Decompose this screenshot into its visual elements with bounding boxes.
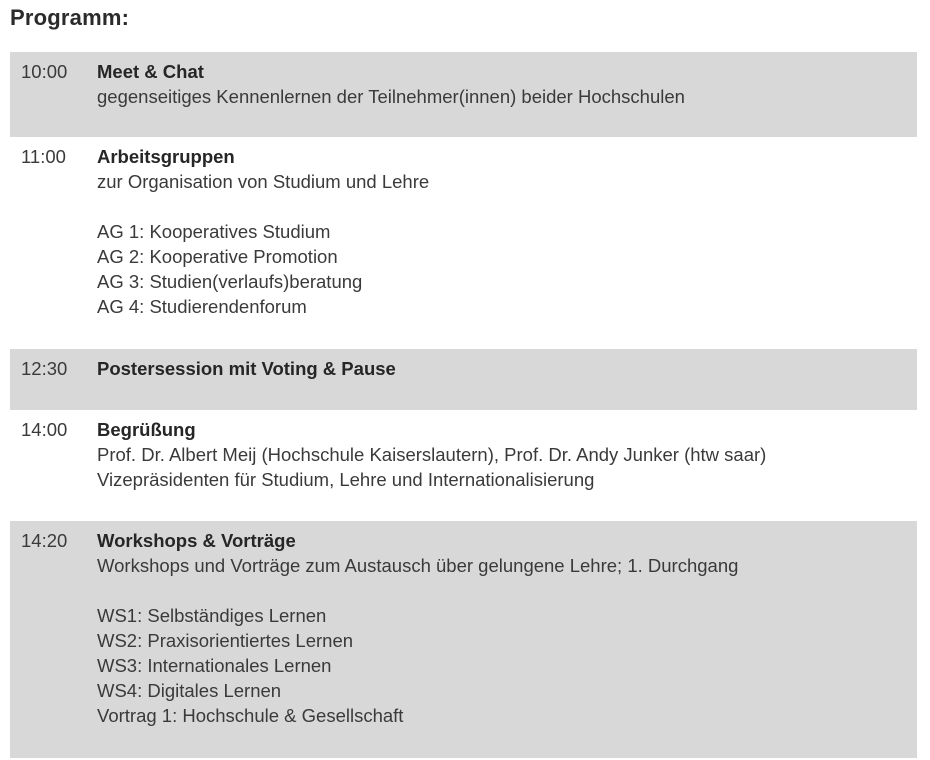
item-content [97, 417, 909, 492]
item-list-entry: WS4: Digitales Lernen [97, 680, 282, 701]
item-list-entry: AG 2: Kooperative Promotion [97, 246, 338, 267]
item-time: 14:00 [21, 419, 68, 440]
item-time: 11:00 [21, 146, 66, 167]
item-list-entry: AG 4: Studierendenforum [97, 296, 307, 317]
item-heading: Begrüßung [97, 419, 196, 440]
page-title: Programm: [10, 5, 130, 30]
item-content [97, 356, 909, 381]
item-list-entry: WS3: Internationales Lernen [97, 655, 332, 676]
item-spacer [97, 578, 909, 603]
schedule-item [10, 349, 917, 410]
item-description: Workshops und Vorträge zum Austausch über gelungene Lehre; 1. Durchgang [97, 555, 739, 576]
schedule-list [10, 52, 917, 758]
item-list-entry: AG 3: Studien(verlaufs)beratung [97, 271, 363, 292]
item-description: Prof. Dr. Albert Meij (Hochschule Kaiserslautern), Prof. Dr. Andy Junker (htw saar) [97, 444, 767, 465]
item-heading: Meet & Chat [97, 61, 204, 82]
schedule-item [10, 137, 917, 349]
item-description: zur Organisation von Studium und Lehre [97, 171, 430, 192]
item-heading: Postersession mit Voting & Pause [97, 358, 396, 379]
item-list-entry: WS1: Selbständiges Lernen [97, 605, 327, 626]
item-heading: Arbeitsgruppen [97, 146, 235, 167]
schedule-item [10, 52, 917, 137]
item-content [97, 59, 909, 109]
item-list-entry: Vortrag 1: Hochschule & Gesellschaft [97, 705, 404, 726]
item-list-entry: AG 1: Kooperatives Studium [97, 221, 331, 242]
item-time: 10:00 [21, 61, 68, 82]
item-content [97, 528, 909, 728]
schedule-item [10, 521, 917, 758]
schedule-item [10, 410, 917, 521]
item-time: 14:20 [21, 530, 68, 551]
item-description: gegenseitiges Kennenlernen der Teilnehmer(innen) beider Hochschulen [97, 86, 685, 107]
item-list-entry: WS2: Praxisorientiertes Lernen [97, 630, 354, 651]
item-content [97, 144, 909, 319]
item-description: Vizepräsidenten für Studium, Lehre und Internationalisierung [97, 469, 595, 490]
item-spacer [97, 194, 909, 219]
item-heading: Workshops & Vorträge [97, 530, 296, 551]
item-time: 12:30 [21, 358, 68, 379]
